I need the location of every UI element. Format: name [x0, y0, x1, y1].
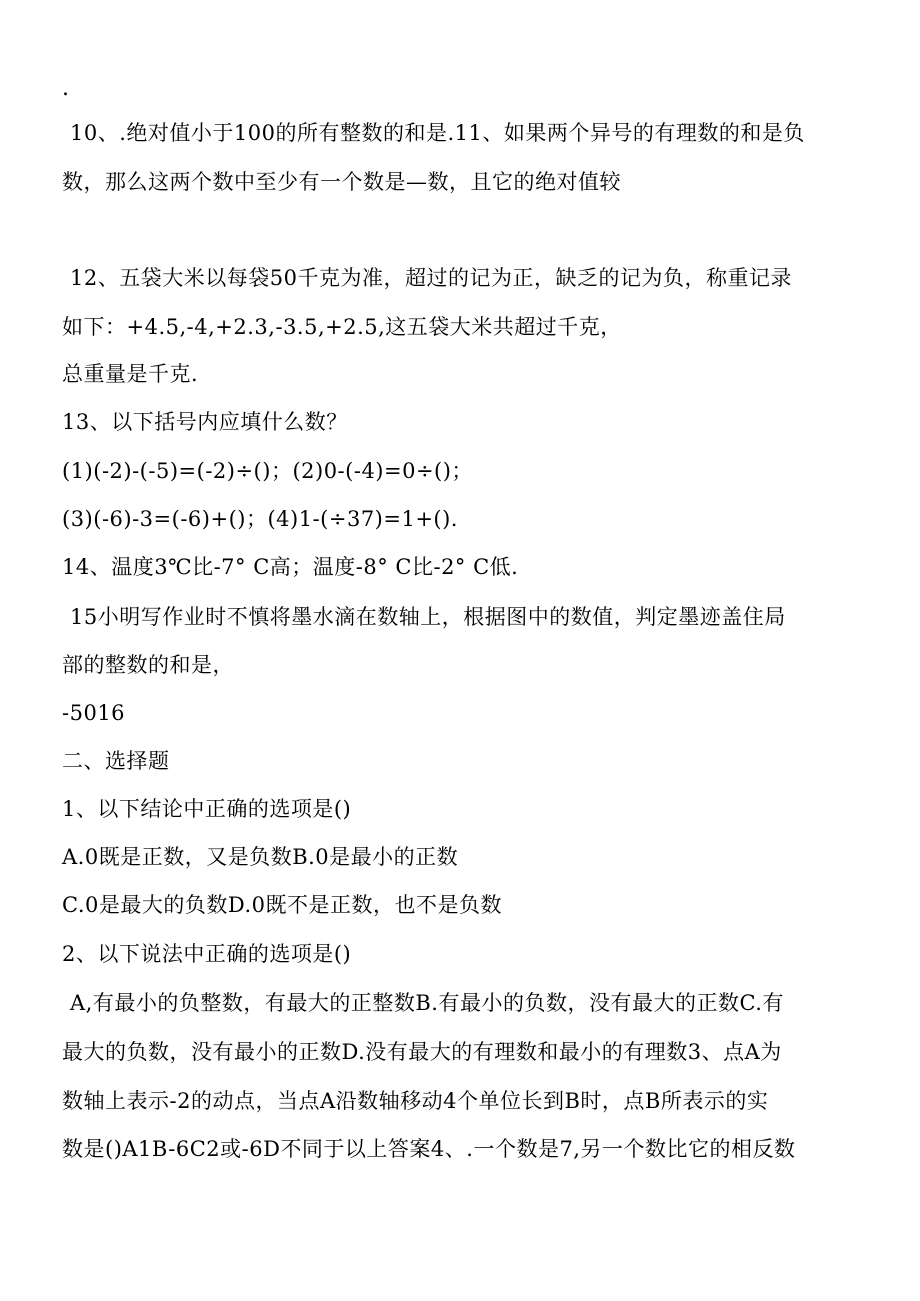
mc1-options-cd: C.0是最大的负数D.0既不是正数，也不是负数	[62, 893, 502, 917]
mc3-mc4-line: 数是()A1B-6C2或-6D不同于以上答案4、.一个数是7,另一个数比它的相反数	[62, 1137, 796, 1161]
mc2-options-line-1: A,有最小的负整数，有最大的正整数B.有最小的负数，没有最大的正数C.有	[70, 991, 784, 1015]
q13-line-2: (3)(-6)-3=(-6)+()；(4)1-(÷37)=1+().	[62, 507, 458, 531]
q12-line-3: 总重量是千克.	[62, 362, 199, 386]
stray-dot: .	[62, 76, 70, 101]
q15-line-2: 部的整数的和是，	[62, 653, 234, 677]
q14-line: 14、温度3℃比-7° C高；温度-8° C比-2° C低.	[62, 555, 519, 579]
q15-line-1: 15小明写作业时不慎将墨水滴在数轴上，根据图中的数值，判定墨迹盖住局	[70, 605, 786, 629]
q11-line-2: 数，那么这两个数中至少有一个数是—数，且它的绝对值较	[62, 170, 621, 194]
q12-line-1: 12、五袋大米以每袋50千克为准，超过的记为正，缺乏的记为负，称重记录	[70, 266, 792, 290]
mc2-question: 2、以下说法中正确的选项是()	[62, 942, 352, 966]
q12-line-2: 如下：+4.5,-4,+2.3,-3.5,+2.5,这五袋大米共超过千克，	[62, 315, 622, 339]
mc3-line: 数轴上表示-2的动点，当点A沿数轴移动4个单位长到B时，点B所表示的实	[62, 1089, 769, 1113]
mc1-question: 1、以下结论中正确的选项是()	[62, 797, 352, 821]
q13-title: 13、以下括号内应填什么数？	[62, 410, 348, 434]
mc2-options-line-2: 最大的负数，没有最小的正数D.没有最大的有理数和最小的有理数3、点A为	[62, 1040, 782, 1064]
number-line-values: -5016	[62, 701, 126, 725]
q10-q11-line-1: 10、.绝对值小于100的所有整数的和是.11、如果两个异号的有理数的和是负	[70, 121, 805, 145]
mc1-options-ab: A.0既是正数，又是负数B.0是最小的正数	[62, 845, 459, 869]
q13-line-1: (1)(-2)-(-5)=(-2)÷()；(2)0-(-4)=0÷()；	[62, 459, 473, 483]
section-heading-choice: 二、选择题	[62, 749, 170, 773]
